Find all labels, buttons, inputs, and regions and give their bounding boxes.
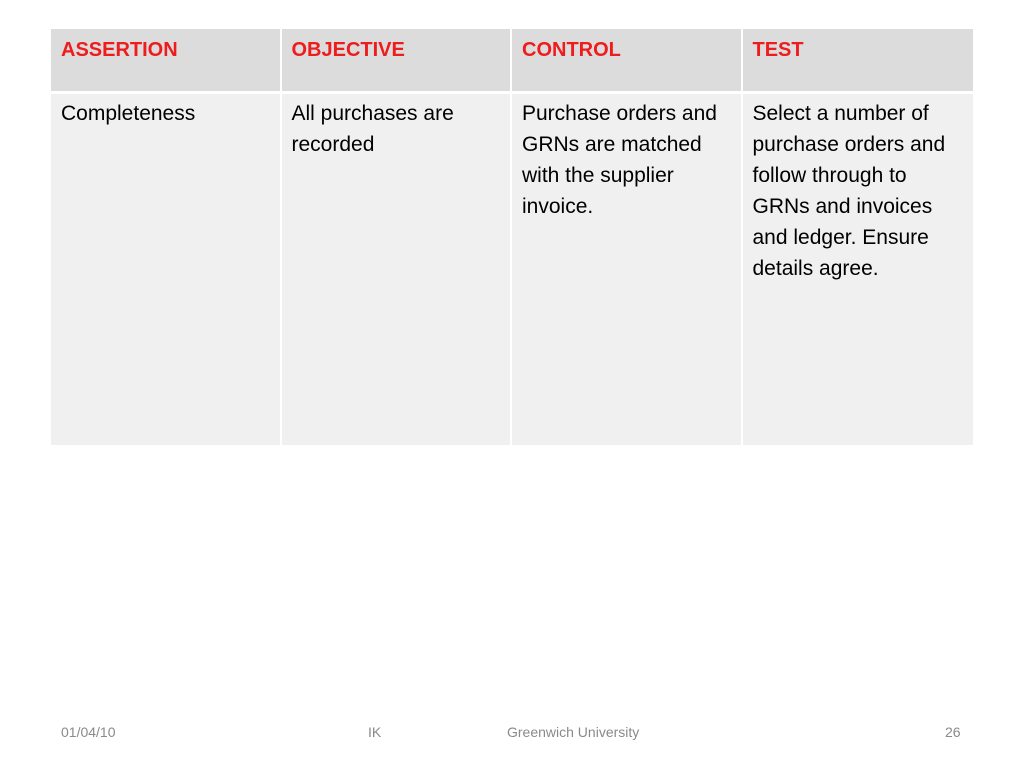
- table-row: [51, 94, 973, 445]
- cell-test: Select a number of purchase orders and follow through to GRNs and invoices and ledger. Ensure details agree.: [743, 94, 974, 445]
- header-test: TEST: [743, 29, 974, 94]
- audit-table: [51, 29, 973, 445]
- cell-control: Purchase orders and GRNs are matched with the supplier invoice.: [512, 94, 743, 445]
- table-header-row: [51, 29, 973, 94]
- footer-author: IK: [368, 724, 382, 740]
- header-control: CONTROL: [512, 29, 743, 94]
- cell-assertion: Completeness: [51, 94, 282, 445]
- footer-organization: Greenwich University: [507, 724, 640, 740]
- cell-objective: All purchases are recorded: [282, 94, 513, 445]
- footer-page-number: 26: [945, 724, 961, 740]
- header-assertion: ASSERTION: [51, 29, 282, 94]
- footer-date: 01/04/10: [61, 724, 116, 740]
- header-objective: OBJECTIVE: [282, 29, 513, 94]
